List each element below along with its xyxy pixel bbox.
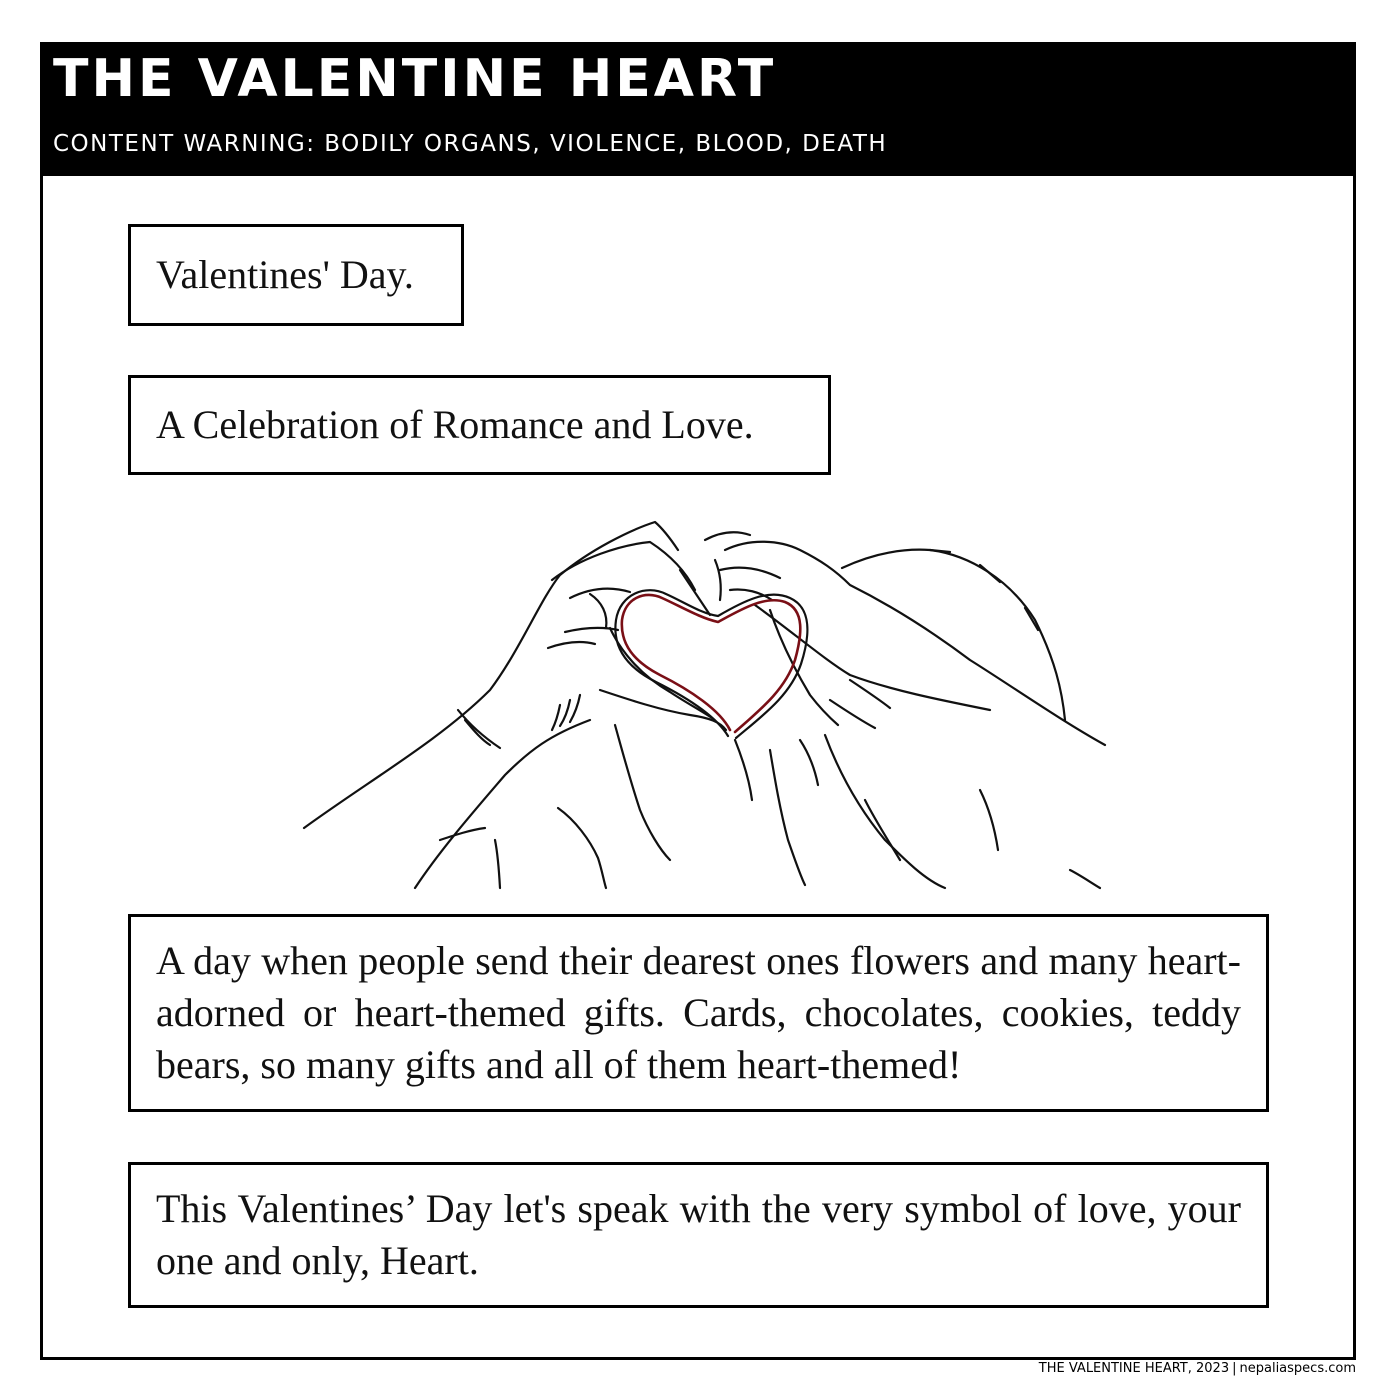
left-palm [600,690,726,730]
left-finger-knuckle [590,594,606,628]
left-sleeve-fold-2 [465,720,490,745]
left-arm-fold [440,828,485,840]
left-arm-lower [415,720,590,888]
caption-box-symbol-of-love [128,1162,1269,1308]
caption-box-celebration [128,375,831,475]
right-lower-line-3 [1070,870,1100,888]
left-lower-line [495,840,500,888]
left-finger-4 [548,642,595,648]
heart-hands-illustration [290,510,1120,900]
footer-credit [1039,1360,1356,1378]
left-finger-1 [552,542,695,590]
left-wrist-fold [558,808,606,888]
right-shoulder-curve [842,550,1065,720]
caption-box-valentines-day [128,224,464,326]
caption-box-gifts [128,914,1269,1112]
footer-site-link[interactable]: nepaliaspecs.com [1239,1361,1356,1376]
right-finger-1 [705,532,750,540]
content-warning: CONTENT WARNING: BODILY ORGANS, VIOLENCE, BLOOD, DEATH [53,131,888,157]
right-finger-2 [720,568,780,578]
left-finger-2 [570,589,630,598]
title-bar [43,45,1353,176]
center-finger-right [715,560,721,600]
caption-text: A day when people send their dearest ones flowers and many heart-adorned or heart-themed gifts. Cards, chocolates, cookies, teddy bears, so many gifts and all of them heart-themed! [156,938,1241,1087]
right-lower-line-2 [980,790,998,850]
right-lower-line [865,800,900,860]
caption-text: This Valentines’ Day let's speak with the very symbol of love, your one and only, Heart. [156,1186,1241,1283]
left-wrist [615,725,670,860]
right-thumb [770,610,838,725]
right-shoulder-dash [930,550,1038,630]
right-wrist [770,750,805,885]
footer-title: THE VALENTINE HEART, 2023 [1038,1361,1230,1376]
caption-text: A Celebration of Romance and Love. [156,402,754,447]
right-wrist-2 [825,735,945,888]
caption-text: Valentines' Day. [156,252,414,297]
page-title: THE VALENTINE HEART [53,49,777,109]
left-arm-outline [304,522,678,828]
right-palm-fold [830,680,890,728]
footer-separator: | [1232,1361,1237,1376]
left-sleeve-fold [458,710,500,748]
